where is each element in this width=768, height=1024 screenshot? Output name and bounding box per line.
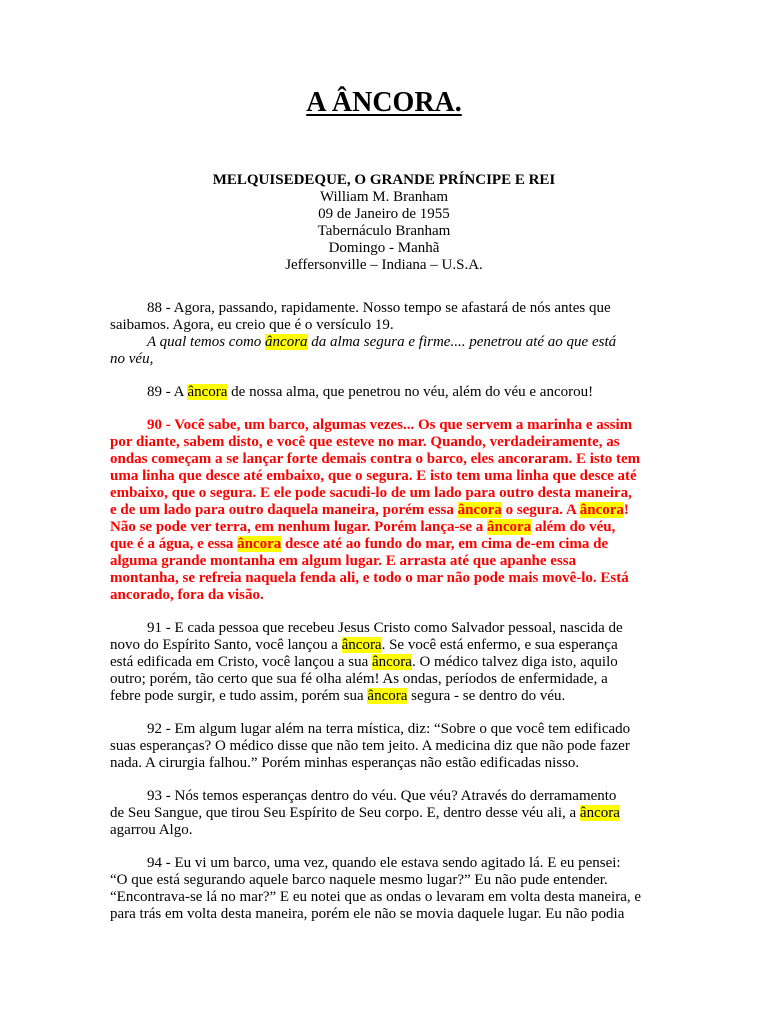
paragraph xyxy=(110,855,710,923)
text-segment: 88 - Agora, passando, rapidamente. Nosso tempo se afastará de nós antes que xyxy=(147,300,611,316)
text-line xyxy=(110,570,710,587)
highlighted-word: âncora xyxy=(487,519,532,535)
text-line xyxy=(110,317,710,334)
text-segment: montanha, se refreia naquela fenda ali, e todo o mar não pode mais movê-lo. Está xyxy=(110,570,629,586)
paragraph xyxy=(110,721,710,772)
text-segment: ancorado, fora da visão. xyxy=(110,587,264,603)
text-line xyxy=(110,721,710,738)
text-line xyxy=(110,654,710,671)
text-segment: 90 - Você sabe, um barco, algumas vezes... Os que servem a marinha e assim xyxy=(147,417,633,433)
paragraph xyxy=(110,417,710,604)
paragraph xyxy=(110,300,710,368)
text-segment: . Se você está enfermo, e sua esperança xyxy=(381,637,618,653)
paragraph xyxy=(110,620,710,705)
text-line xyxy=(110,300,710,317)
text-line xyxy=(110,688,710,705)
text-segment: 91 - E cada pessoa que recebeu Jesus Cristo como Salvador pessoal, nascida de xyxy=(147,620,623,636)
text-line xyxy=(110,906,710,923)
text-line xyxy=(110,822,710,839)
text-line xyxy=(110,855,710,872)
text-segment: febre pode surgir, e tudo assim, porém sua xyxy=(110,688,368,704)
text-line xyxy=(110,587,710,604)
text-line xyxy=(110,536,710,553)
text-segment: outro; porém, tão certo que sua fé olha além! As ondas, períodos de enfermidade, a xyxy=(110,671,608,687)
author: William M. Branham xyxy=(319,189,449,205)
text-segment: “Encontrava-se lá no mar?” E eu notei que as ondas o levaram em volta desta maneira, e xyxy=(110,889,642,905)
sermon-header xyxy=(0,172,768,274)
text-line xyxy=(110,384,710,401)
text-segment: desce até ao fundo do mar, em cima de-em cima de xyxy=(281,536,609,552)
sermon-place: Tabernáculo Branham xyxy=(317,223,451,239)
highlighted-word: âncora xyxy=(579,502,624,518)
highlighted-word: âncora xyxy=(341,637,382,653)
text-segment: Não se pode ver terra, em nenhum lugar. Porém lança-se a xyxy=(110,519,488,535)
text-segment: de nossa alma, que penetrou no véu, além do véu e ancorou! xyxy=(227,384,594,400)
paragraph-block xyxy=(110,855,710,923)
text-line xyxy=(110,872,710,889)
text-segment: nada. A cirurgia falhou.” Porém minhas esperanças não estão edificadas nisso. xyxy=(110,755,580,771)
text-segment: alguma grande montanha em algum lugar. E arrasta até que apanhe essa xyxy=(110,553,577,569)
text-segment: da alma segura e firme.... penetrou até ao que está xyxy=(307,334,617,350)
text-segment: que é a água, e essa xyxy=(110,536,238,552)
sermon-service: Domingo - Manhã xyxy=(328,240,440,256)
paragraph-block xyxy=(110,384,710,401)
scripture-quote xyxy=(110,334,710,368)
text-segment: está edificada em Cristo, você lançou a sua xyxy=(110,654,372,670)
paragraph-block xyxy=(110,721,710,772)
document-title: A ÂNCORA. xyxy=(306,87,462,118)
highlighted-word: âncora xyxy=(187,384,228,400)
text-segment: o segura. A xyxy=(501,502,580,518)
text-line xyxy=(110,334,710,351)
text-line xyxy=(110,351,710,368)
highlighted-word: âncora xyxy=(457,502,502,518)
paragraph xyxy=(110,384,710,401)
text-segment: segura - se dentro do véu. xyxy=(407,688,566,704)
document-body xyxy=(110,300,710,939)
text-line xyxy=(110,788,710,805)
text-segment: “O que está segurando aquele barco naquele mesmo lugar?” Eu não pude entender. xyxy=(110,872,608,888)
text-line xyxy=(110,671,710,688)
text-line xyxy=(110,738,710,755)
text-line xyxy=(110,637,710,654)
sermon-city: Jeffersonville – Indiana – U.S.A. xyxy=(285,257,483,273)
text-segment: 93 - Nós temos esperanças dentro do véu. Que véu? Através do derramamento xyxy=(147,788,617,804)
text-line xyxy=(110,889,710,906)
text-segment: . O médico talvez diga isto, aquilo xyxy=(411,654,618,670)
text-segment: para trás em volta desta maneira, porém ele não se movia daquele lugar. Eu não podia xyxy=(110,906,625,922)
text-segment: 92 - Em algum lugar além na terra mística, diz: “Sobre o que você tem edificado xyxy=(147,721,631,737)
highlighted-word: âncora xyxy=(237,536,282,552)
text-line xyxy=(110,485,710,502)
paragraph-block xyxy=(110,788,710,839)
text-line xyxy=(110,755,710,772)
text-line xyxy=(110,805,710,822)
paragraph-block xyxy=(110,620,710,705)
document-title-block xyxy=(0,86,768,120)
text-segment: novo do Espírito Santo, você lançou a xyxy=(110,637,342,653)
text-segment: por diante, sabem disto, e você que esteve no mar. Quando, verdadeiramente, as xyxy=(110,434,620,450)
highlighted-word: âncora xyxy=(367,688,408,704)
highlighted-word: âncora xyxy=(371,654,412,670)
text-segment: agarrou Algo. xyxy=(110,822,193,838)
text-segment: de Seu Sangue, que tirou Seu Espírito de Seu corpo. E, dentro desse véu ali, a xyxy=(110,805,580,821)
sermon-title: MELQUISEDEQUE, O GRANDE PRÍNCIPE E REI xyxy=(212,172,556,188)
text-segment: além do véu, xyxy=(531,519,616,535)
text-line xyxy=(110,519,710,536)
text-segment: A qual temos como xyxy=(147,334,266,350)
text-line xyxy=(110,417,710,434)
text-segment: no véu, xyxy=(110,351,154,367)
text-line xyxy=(110,553,710,570)
text-segment: ondas começam a se lançar forte demais contra o barco, eles ancoraram. E isto tem xyxy=(110,451,641,467)
text-line xyxy=(110,620,710,637)
paragraph xyxy=(110,788,710,839)
highlighted-word: âncora xyxy=(265,334,308,350)
text-segment: uma linha que desce até embaixo, que o segura. E isto tem uma linha que desce até xyxy=(110,468,637,484)
text-segment: saibamos. Agora, eu creio que é o versículo 19. xyxy=(110,317,394,333)
text-segment: suas esperanças? O médico disse que não tem jeito. A medicina diz que não pode fazer xyxy=(110,738,630,754)
sermon-date: 09 de Janeiro de 1955 xyxy=(318,206,450,222)
text-line xyxy=(110,502,710,519)
text-segment: embaixo, que o segura. E ele pode sacudi-lo de um lado para outro desta maneira, xyxy=(110,485,632,501)
text-line xyxy=(110,451,710,468)
text-segment: ! xyxy=(623,502,629,518)
text-segment: e de um lado para outro daquela maneira, porém essa xyxy=(110,502,458,518)
text-segment: 94 - Eu vi um barco, uma vez, quando ele estava sendo agitado lá. E eu pensei: xyxy=(147,855,621,871)
paragraph-block xyxy=(110,417,710,604)
highlighted-word: âncora xyxy=(579,805,620,821)
paragraph-block xyxy=(110,300,710,334)
text-line xyxy=(110,468,710,485)
text-segment: 89 - A xyxy=(147,384,188,400)
text-line xyxy=(110,434,710,451)
